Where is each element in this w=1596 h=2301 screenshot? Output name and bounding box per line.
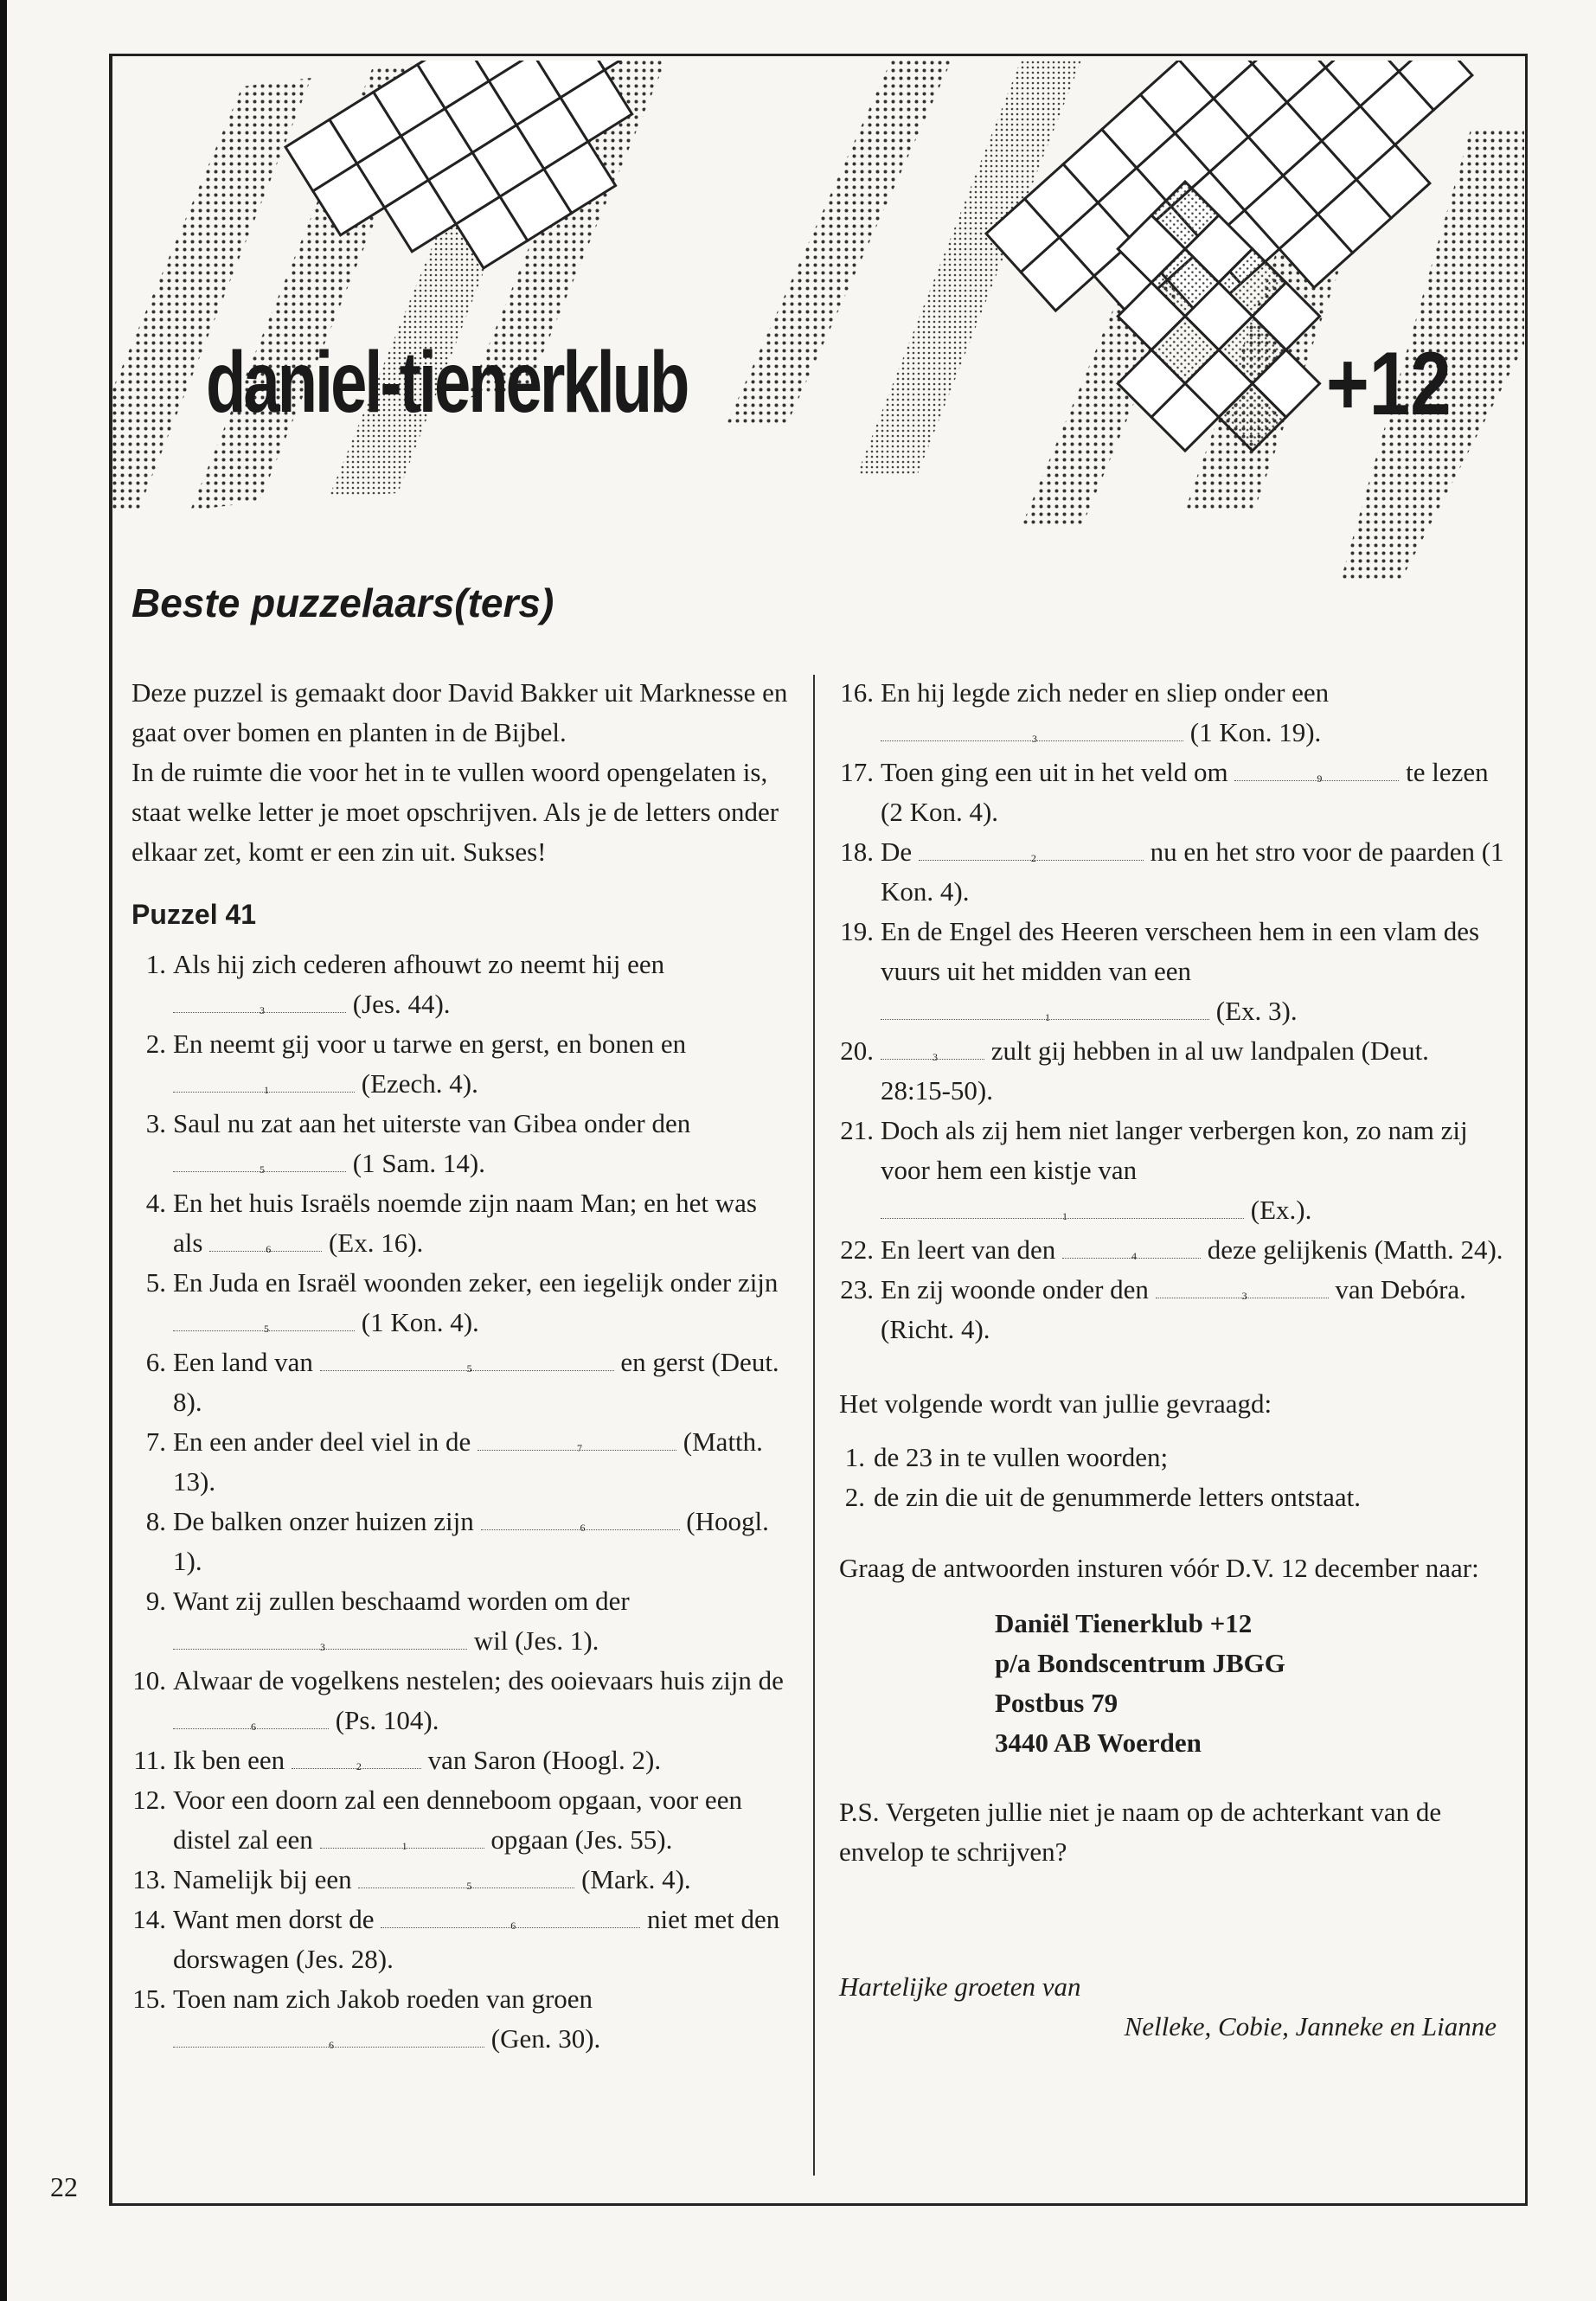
letter-position: 3 [1032, 733, 1037, 745]
request-list [839, 1438, 1505, 1517]
column-divider [813, 675, 815, 2176]
intro-paragraph: In de ruimte die voor het in te vullen woord opengelaten is, staat welke letter je moet opschrijven. Als je de letters onder elkaar zet, komt er een zin uit. Sukses! [131, 757, 779, 867]
answer-blank[interactable] [478, 1424, 676, 1454]
letter-position: 6 [251, 1721, 256, 1733]
greeting: Hartelijke groeten van [839, 1971, 1081, 2002]
question-reference: (Gen. 30). [490, 2023, 601, 2054]
question-text: Ik ben een [173, 1745, 285, 1775]
question-number: 3. [145, 1108, 166, 1138]
request-text: de 23 in te vullen woorden; [874, 1442, 1169, 1472]
left-column [131, 673, 789, 2059]
request-item [839, 1438, 1505, 1477]
answer-blank[interactable] [173, 1702, 329, 1733]
question-text: Doch als zij hem niet langer verbergen kon, zo nam zij voor hem een kistje van [881, 1115, 1468, 1185]
question-item [839, 1230, 1505, 1270]
page-edge [0, 0, 7, 2301]
answer-blank[interactable] [320, 1822, 484, 1852]
question-item [131, 945, 789, 1024]
letter-position: 2 [1030, 852, 1036, 864]
letter-position: 3 [260, 1004, 265, 1016]
question-text: En zij woonde onder den [881, 1274, 1149, 1304]
question-text: Een land van [173, 1347, 313, 1377]
letter-position: 9 [1317, 772, 1323, 785]
question-item [131, 1183, 789, 1263]
question-reference: (Ex. 3). [1215, 996, 1298, 1026]
address-line: 3440 AB Woerden [995, 1727, 1202, 1758]
right-column [839, 673, 1505, 2047]
question-item [131, 1860, 789, 1900]
puzzle-label: Puzzel 41 [131, 899, 257, 930]
question-item [131, 1979, 789, 2059]
answer-blank[interactable] [1156, 1272, 1329, 1302]
question-number: 14. [132, 1904, 166, 1934]
question-text: Want men dorst de [173, 1904, 375, 1934]
question-text: Want zij zullen beschaamd worden om der [173, 1586, 630, 1616]
question-item [839, 753, 1505, 832]
club-title: daniel-tienerklub [206, 334, 688, 431]
question-item [131, 1422, 789, 1502]
question-number: 9. [145, 1586, 166, 1616]
answer-blank[interactable] [1062, 1232, 1201, 1262]
question-reference: nu en het stro voor de paarden (1 Kon. 4). [881, 836, 1504, 907]
answer-blank[interactable] [1234, 754, 1399, 785]
question-number: 22. [840, 1234, 874, 1265]
answer-blank[interactable] [173, 1145, 346, 1176]
question-reference: opgaan (Jes. 55). [490, 1824, 673, 1855]
question-number: 8. [145, 1506, 166, 1536]
question-number: 1. [145, 949, 166, 979]
question-reference: te lezen (2 Kon. 4). [881, 757, 1489, 827]
question-item [131, 1661, 789, 1740]
page-number: 22 [50, 2171, 78, 2202]
question-item [131, 1900, 789, 1979]
club-age-group: +12 [1326, 334, 1452, 434]
question-reference: van Saron (Hoogl. 2). [427, 1745, 662, 1775]
letter-position: 6 [329, 2039, 334, 2051]
question-number: 2. [145, 1029, 166, 1059]
question-item [839, 1111, 1505, 1230]
answer-blank[interactable] [173, 2021, 484, 2051]
question-number: 13. [132, 1864, 166, 1894]
answer-blank[interactable] [481, 1503, 680, 1534]
letter-position: 1 [1062, 1210, 1067, 1222]
question-text: Namelijk bij een [173, 1864, 352, 1894]
address-line: p/a Bondscentrum JBGG [995, 1648, 1285, 1678]
question-text: De balken onzer huizen zijn [173, 1506, 474, 1536]
question-number: 11. [133, 1745, 166, 1775]
address-line: Daniël Tienerklub +12 [995, 1608, 1253, 1638]
question-item [839, 832, 1505, 912]
request-item [839, 1477, 1505, 1517]
page-heading: Beste puzzelaars(ters) [131, 580, 554, 625]
intro [131, 673, 789, 872]
question-number: 18. [840, 836, 874, 867]
request-number: 2. [844, 1482, 865, 1512]
question-item [131, 1343, 789, 1422]
question-text: Alwaar de vogelkens nestelen; des ooievaars huis zijn de [173, 1665, 784, 1695]
letter-position: 4 [1131, 1250, 1138, 1262]
letter-position: 5 [264, 1323, 269, 1335]
question-reference: (1 Kon. 19). [1189, 717, 1322, 747]
letter-position: 6 [510, 1920, 516, 1932]
question-text: Als hij zich cederen afhouwt zo neemt hij een [173, 949, 665, 979]
answer-blank[interactable] [881, 1033, 984, 1063]
question-text: En het huis Israëls noemde zijn naam Man; en het was als [173, 1188, 757, 1258]
request-number: 1. [844, 1442, 865, 1472]
question-reference: (Matth. 13). [173, 1426, 763, 1497]
letter-position: 6 [266, 1243, 272, 1255]
answer-blank[interactable] [292, 1742, 421, 1772]
question-text: En de Engel des Heeren verscheen hem in een vlam des vuurs uit het midden van een [881, 916, 1480, 986]
letter-position: 3 [320, 1641, 325, 1653]
question-text: En Juda en Israël woonden zeker, een iegelijk onder zijn [173, 1267, 779, 1298]
question-item [839, 1031, 1505, 1111]
answer-blank[interactable] [173, 1304, 355, 1335]
answer-blank[interactable] [881, 715, 1183, 745]
answer-blank[interactable] [173, 986, 346, 1016]
letter-position: 1 [401, 1840, 407, 1852]
question-reference: (1 Sam. 14). [352, 1148, 486, 1178]
question-item [131, 1104, 789, 1183]
question-item [131, 1263, 789, 1343]
question-text: De [881, 836, 913, 867]
question-text: Toen ging een uit in het veld om [881, 757, 1228, 787]
question-reference: en gerst (Deut. 8). [173, 1347, 779, 1417]
answer-blank[interactable] [381, 1901, 640, 1932]
postscript: P.S. Vergeten jullie niet je naam op de achterkant van de envelop te schrijven? [839, 1797, 1442, 1867]
letter-position: 5 [466, 1880, 472, 1892]
mailing-address [995, 1604, 1505, 1763]
intro-paragraph: Deze puzzel is gemaakt door David Bakker uit Marknesse en gaat over bomen en planten in de Bijbel. [131, 677, 788, 747]
question-text: En neemt gij voor u tarwe en gerst, en bonen en [173, 1029, 687, 1059]
question-item [839, 912, 1505, 1031]
question-reference: niet met den dorswagen (Jes. 28). [173, 1904, 780, 1974]
question-text: En leert van den [881, 1234, 1056, 1265]
letter-position: 5 [260, 1163, 265, 1176]
question-text: En een ander deel viel in de [173, 1426, 471, 1457]
answer-blank[interactable] [881, 1192, 1244, 1222]
question-item [131, 1502, 789, 1581]
question-number: 6. [145, 1347, 166, 1377]
question-item [839, 673, 1505, 753]
answer-blank[interactable] [358, 1862, 574, 1892]
question-number: 15. [132, 1984, 166, 2014]
question-text: Saul nu zat aan het uiterste van Gibea onder den [173, 1108, 691, 1138]
question-reference: wil (Jes. 1). [473, 1625, 599, 1656]
letter-position: 1 [264, 1084, 269, 1096]
question-number: 23. [840, 1274, 874, 1304]
question-text: Toen nam zich Jakob roeden van groen [173, 1984, 593, 2014]
question-reference: (Ps. 104). [335, 1705, 439, 1735]
answer-blank[interactable] [320, 1344, 614, 1375]
question-reference: (Ezech. 4). [361, 1068, 478, 1099]
deadline-text: Graag de antwoorden insturen vóór D.V. 12 december naar: [839, 1553, 1479, 1583]
request-intro: Het volgende wordt van jullie gevraagd: [839, 1388, 1272, 1419]
question-number: 17. [840, 757, 874, 787]
answer-blank[interactable] [209, 1225, 322, 1255]
question-item [131, 1780, 789, 1860]
question-number: 21. [840, 1115, 874, 1145]
question-list-left [131, 945, 789, 2059]
question-reference: van Debóra. (Richt. 4). [881, 1274, 1466, 1344]
letter-position: 5 [466, 1362, 472, 1375]
answer-blank[interactable] [881, 993, 1209, 1023]
address-line: Postbus 79 [995, 1688, 1118, 1718]
question-text: En hij legde zich neder en sliep onder een [881, 677, 1330, 708]
question-number: 19. [840, 916, 874, 946]
letter-position: 3 [1241, 1290, 1247, 1302]
question-reference: (Mark. 4). [581, 1864, 691, 1894]
answer-blank[interactable] [173, 1066, 355, 1096]
question-reference: (Ex. 16). [328, 1227, 424, 1258]
question-reference: deze gelijkenis (Matth. 24). [1207, 1234, 1503, 1265]
question-reference: (1 Kon. 4). [361, 1307, 479, 1337]
question-number: 12. [132, 1785, 166, 1815]
question-number: 4. [145, 1188, 166, 1218]
answer-blank[interactable] [919, 834, 1144, 864]
answer-blank[interactable] [173, 1623, 467, 1653]
header-illustration [112, 61, 1524, 580]
question-text: Voor een doorn zal een denneboom opgaan, voor een distel zal een [173, 1785, 742, 1855]
letter-position: 6 [580, 1522, 586, 1534]
question-number: 10. [132, 1665, 166, 1695]
letter-position: 2 [356, 1760, 362, 1772]
signers: Nelleke, Cobie, Janneke en Lianne [1124, 2011, 1497, 2041]
question-item [131, 1024, 789, 1104]
letter-position: 7 [577, 1442, 583, 1454]
question-item [131, 1581, 789, 1661]
question-reference: (Jes. 44). [352, 989, 451, 1019]
letter-position: 1 [1045, 1011, 1050, 1023]
letter-position: 3 [933, 1051, 938, 1063]
question-number: 16. [840, 677, 874, 708]
question-item [839, 1270, 1505, 1349]
question-reference: zult gij hebben in al uw landpalen (Deut. 28:15-50). [881, 1035, 1429, 1106]
question-number: 5. [145, 1267, 166, 1298]
question-number: 20. [840, 1035, 874, 1066]
question-item [131, 1740, 789, 1780]
question-reference: (Hoogl. 1). [173, 1506, 769, 1576]
question-number: 7. [145, 1426, 166, 1457]
question-reference: (Ex.). [1250, 1195, 1312, 1225]
question-list-right [839, 673, 1505, 1349]
request-text: de zin die uit de genummerde letters ontstaat. [874, 1482, 1361, 1512]
